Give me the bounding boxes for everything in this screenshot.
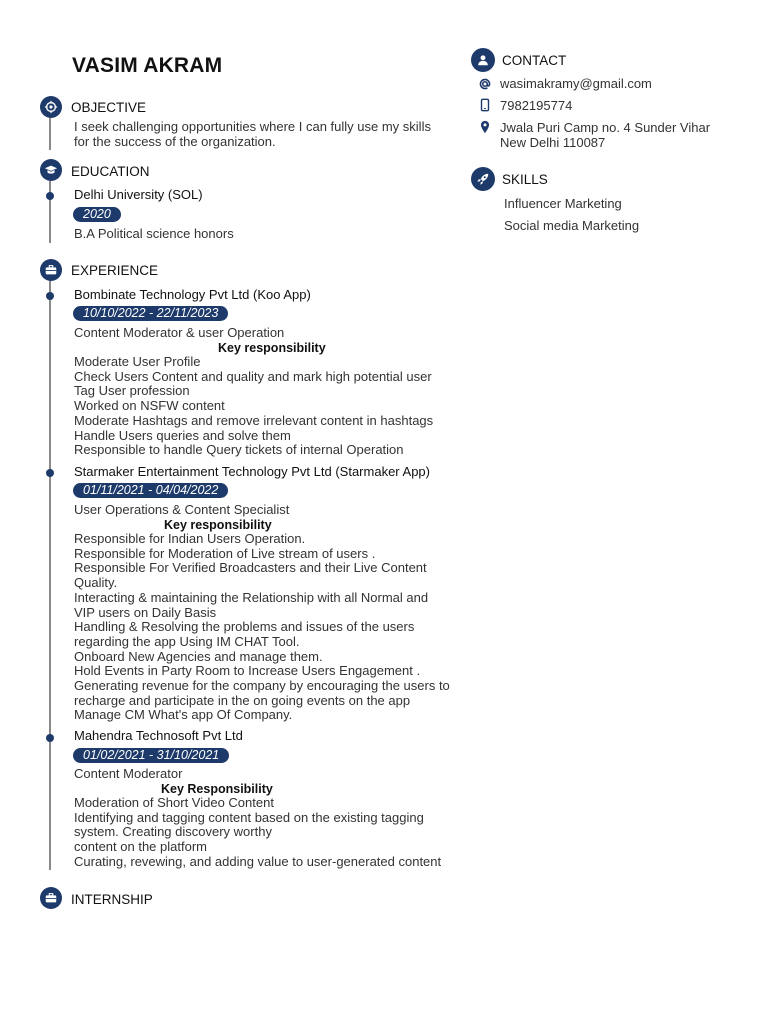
skill-item: Influencer Marketing (504, 196, 622, 211)
job-responsibilities: Moderation of Short Video Content Identifying and tagging content based on the existing tagging system. Creating discovery worthy content on the platform Curating, revewing, and adding value to user-generated content (74, 795, 442, 869)
degree: B.A Political science honors (74, 226, 234, 241)
timeline-dot (46, 469, 54, 477)
job-responsibilities: Moderate User Profile Check Users Content and quality and mark high potential user Tag User profession Worked on NSFW content Moderate Hashtags and remove irrelevant content in hashtags Handle Users queries and solve them Responsible to handle Query tickets of internal Operation (74, 354, 434, 458)
contact-phone[interactable]: 7982195774 (500, 98, 573, 113)
key-responsibility-label: Key responsibility (164, 518, 272, 532)
graduation-cap-icon (40, 159, 62, 181)
job-company: Bombinate Technology Pvt Ltd (Koo App) (74, 287, 311, 302)
job-company: Starmaker Entertainment Technology Pvt Ltd (Starmaker App) (74, 464, 430, 479)
education-year-badge: 2020 (73, 207, 121, 222)
map-pin-icon (478, 120, 492, 134)
objective-title: OBJECTIVE (71, 100, 147, 115)
rocket-icon (471, 167, 495, 191)
school-name: Delhi University (SOL) (74, 187, 203, 202)
education-rail (49, 181, 51, 243)
contact-address: Jwala Puri Camp no. 4 Sunder Vihar New Delhi 110087 (500, 120, 711, 150)
job-dates-badge: 01/02/2021 - 31/10/2021 (73, 748, 229, 763)
objective-text: I seek challenging opportunities where I can fully use my skills for the success of the organization. (74, 119, 431, 149)
job-company: Mahendra Technosoft Pvt Ltd (74, 728, 243, 743)
target-icon (40, 96, 62, 118)
job-dates-badge: 10/10/2022 - 22/11/2023 (73, 306, 228, 321)
experience-title: EXPERIENCE (71, 263, 159, 278)
contact-email[interactable]: wasimakramy@gmail.com (500, 76, 652, 91)
internship-title: INTERNSHIP (71, 892, 153, 907)
skills-title: SKILLS (502, 172, 548, 187)
person-icon (471, 48, 495, 72)
job-responsibilities: Responsible for Indian Users Operation. Responsible for Moderation of Live stream of users . Responsible For Verified Broadcasters and their Live Content Quality. Interacting & maintaining the Relationship with all Normal and VIP users on Daily Basis Handling & Resolving the problems and issues of the users regarding the app Using IM CHAT Tool. Onboard New Agencies and manage them. Hold Events in Party Room to Increase Users Engagement . Generating revenue for the company by encouraging the users to recharge and participate in the on going events on the app Manage CM What's app Of Company. (74, 531, 450, 723)
mobile-phone-icon (478, 98, 492, 112)
key-responsibility-label: Key Responsibility (161, 782, 273, 796)
experience-rail (49, 280, 51, 870)
education-title: EDUCATION (71, 164, 150, 179)
job-dates-badge: 01/11/2021 - 04/04/2022 (73, 483, 228, 498)
job-role: Content Moderator & user Operation (74, 325, 285, 340)
at-sign-icon (478, 77, 492, 91)
timeline-dot (46, 292, 54, 300)
skill-item: Social media Marketing (504, 218, 640, 233)
objective-rail (49, 118, 51, 150)
job-role: Content Moderator (74, 766, 183, 781)
key-responsibility-label: Key responsibility (218, 341, 326, 355)
briefcase-icon (40, 259, 62, 281)
timeline-dot (46, 192, 54, 200)
timeline-dot (46, 734, 54, 742)
candidate-name: VASIM AKRAM (72, 54, 223, 77)
contact-title: CONTACT (502, 53, 567, 68)
briefcase-icon (40, 887, 62, 909)
job-role: User Operations & Content Specialist (74, 502, 290, 517)
